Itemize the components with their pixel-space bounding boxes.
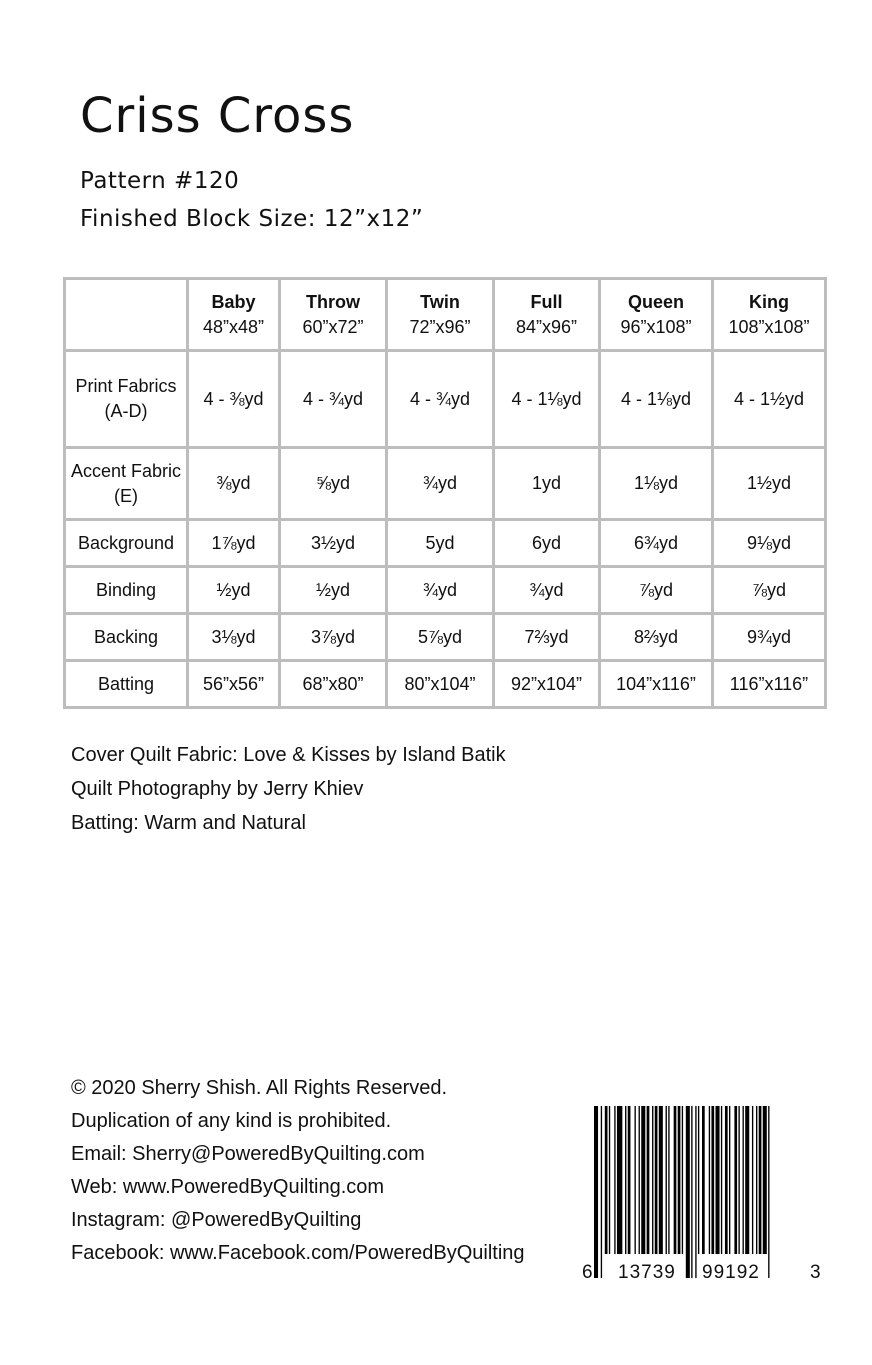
barcode-bar [682, 1106, 683, 1254]
barcode-bar [628, 1106, 631, 1254]
table-cell: ¾yd [387, 567, 494, 614]
barcode-first-digit: 6 [582, 1262, 593, 1283]
footer-block [71, 1072, 525, 1270]
table-cell: 1yd [494, 448, 600, 520]
table-row [65, 614, 826, 661]
barcode-bar [729, 1106, 730, 1254]
table-cell: 92”x104” [494, 661, 600, 708]
row-label: Backing [65, 614, 188, 661]
table-cell: ⅝yd [280, 448, 387, 520]
barcode-bar [702, 1106, 705, 1254]
web-line: Web: www.PoweredByQuilting.com [71, 1176, 385, 1198]
size-dims: 108”x108” [728, 316, 810, 337]
table-cell: ¾yd [387, 448, 494, 520]
barcode-check-digit: 3 [810, 1262, 821, 1283]
table-cell: ½yd [280, 567, 387, 614]
barcode-bar [695, 1106, 696, 1278]
table-row [65, 351, 826, 448]
barcode-bar [768, 1106, 769, 1278]
barcode-bar [752, 1106, 753, 1254]
size-dims: 96”x108” [620, 316, 692, 337]
table-cell: 3½yd [280, 520, 387, 567]
size-name: Queen [627, 291, 684, 312]
barcode-bar [678, 1106, 681, 1254]
size-header [387, 279, 494, 351]
barcode-bar [725, 1106, 728, 1254]
barcode-bar [605, 1106, 608, 1254]
size-name: Throw [306, 291, 360, 312]
barcode-bar [639, 1106, 640, 1254]
size-dims: 60”x72” [302, 316, 364, 337]
table-cell: 4 - 1⅛yd [494, 351, 600, 448]
duplication-notice: Duplication of any kind is prohibited. [71, 1110, 392, 1132]
barcode-bar [601, 1106, 602, 1278]
copyright-notice: © 2020 Sherry Shish. All Rights Reserved. [71, 1077, 448, 1099]
table-cell: 4 - ¾yd [387, 351, 494, 448]
barcode-bar [617, 1106, 622, 1254]
barcode-bar [625, 1106, 626, 1254]
email-line: Email: Sherry@PoweredByQuilting.com [71, 1143, 425, 1165]
barcode-right-group: 99192 [702, 1262, 760, 1283]
barcode-bar [691, 1106, 692, 1278]
size-dims: 72”x96” [409, 316, 471, 337]
photography-credit: Quilt Photography by Jerry Khiev [71, 778, 364, 800]
size-name: King [749, 291, 789, 312]
table-header-row [65, 279, 826, 351]
table-cell: 56”x56” [188, 661, 280, 708]
barcode-bar [711, 1106, 714, 1254]
facebook-line: Facebook: www.Facebook.com/PoweredByQuilting [71, 1242, 525, 1264]
barcode-bar [698, 1106, 699, 1254]
barcode-bar [674, 1106, 677, 1254]
table-cell: ⅞yd [713, 567, 826, 614]
table-cell: 4 - ⅜yd [188, 351, 280, 448]
batting-credit: Batting: Warm and Natural [71, 812, 306, 834]
table-cell: 1⅛yd [600, 448, 713, 520]
block-size: Finished Block Size: 12”x12” [80, 206, 424, 232]
size-name: Twin [420, 291, 460, 312]
barcode-bar [614, 1106, 615, 1254]
table-cell: 8⅔yd [600, 614, 713, 661]
table-cell: 3⅞yd [280, 614, 387, 661]
table-cell: ⅜yd [188, 448, 280, 520]
table-cell: 4 - 1⅛yd [600, 351, 713, 448]
table-cell: 68”x80” [280, 661, 387, 708]
size-name: Full [530, 291, 563, 312]
row-label: Accent Fabric (E) [65, 448, 188, 520]
table-cell: 1⅞yd [188, 520, 280, 567]
barcode-bar [668, 1106, 669, 1254]
table-cell: ½yd [188, 567, 280, 614]
table-row [65, 567, 826, 614]
table-cell: 5⅞yd [387, 614, 494, 661]
table-cell: ¾yd [494, 567, 600, 614]
barcode [576, 1106, 826, 1286]
barcode-bar [641, 1106, 645, 1254]
barcode-bar [659, 1106, 663, 1254]
size-name: Baby [211, 291, 256, 312]
table-row [65, 520, 826, 567]
barcode-bar [721, 1106, 722, 1254]
size-dims: 84”x96” [515, 316, 578, 337]
barcode-bar [763, 1106, 767, 1254]
table-corner-cell [65, 279, 188, 351]
barcode-bar [635, 1106, 636, 1254]
barcode-bar [609, 1106, 610, 1254]
barcode-bar [716, 1106, 720, 1254]
table-cell: 104”x116” [600, 661, 713, 708]
barcode-bar [738, 1106, 739, 1254]
table-cell: 3⅛yd [188, 614, 280, 661]
table-cell: 5yd [387, 520, 494, 567]
size-dims: 48”x48” [202, 316, 265, 337]
pattern-title: Criss Cross [80, 88, 355, 144]
table-cell: 4 - ¾yd [280, 351, 387, 448]
table-cell: 7⅔yd [494, 614, 600, 661]
size-header [280, 279, 387, 351]
barcode-bar [759, 1106, 762, 1254]
fabric-requirements-table [63, 277, 827, 709]
barcode-bars [594, 1106, 770, 1278]
credits-block [71, 738, 506, 840]
barcode-bar [743, 1106, 744, 1254]
table-row [65, 448, 826, 520]
barcode-left-group: 13739 [618, 1262, 676, 1283]
table-cell: 6yd [494, 520, 600, 567]
barcode-bar [655, 1106, 658, 1254]
table-cell: 9⅛yd [713, 520, 826, 567]
fabric-credit: Cover Quilt Fabric: Love & Kisses by Island Batik [71, 744, 506, 766]
row-label: Print Fabrics (A-D) [65, 351, 188, 448]
barcode-bar [756, 1106, 757, 1254]
table-cell: 1½yd [713, 448, 826, 520]
barcode-bar [709, 1106, 710, 1254]
table-cell: 6¾yd [600, 520, 713, 567]
row-label: Batting [65, 661, 188, 708]
instagram-line: Instagram: @PoweredByQuilting [71, 1209, 362, 1231]
table-row [65, 661, 826, 708]
table-cell: 116”x116” [713, 661, 826, 708]
size-header [188, 279, 280, 351]
table-cell: 4 - 1½yd [713, 351, 826, 448]
barcode-bar [666, 1106, 667, 1254]
table-cell: 9¾yd [713, 614, 826, 661]
barcode-bar [734, 1106, 737, 1254]
barcode-bar [594, 1106, 598, 1278]
row-label: Binding [65, 567, 188, 614]
pattern-number: Pattern #120 [80, 168, 240, 194]
table-cell: ⅞yd [600, 567, 713, 614]
barcode-bar [647, 1106, 650, 1254]
barcode-bar [652, 1106, 653, 1254]
size-header [494, 279, 600, 351]
size-header [713, 279, 826, 351]
barcode-bar [745, 1106, 749, 1254]
size-header [600, 279, 713, 351]
row-label: Background [65, 520, 188, 567]
table-cell: 80”x104” [387, 661, 494, 708]
barcode-bar [686, 1106, 690, 1278]
